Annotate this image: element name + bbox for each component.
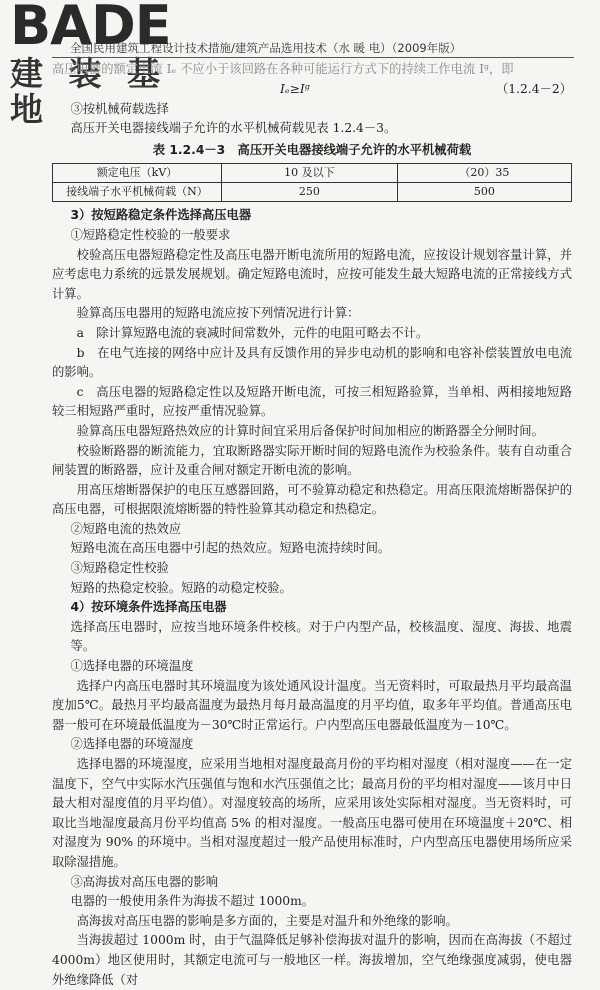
load-table [52,163,572,202]
list-item-c: c 高压电器的短路稳定性以及短路开断电流，可按三相短路验算，当单相、两相接地短路较三相短路严重时，应按严重情况验算。 [52,384,572,419]
equation-number: （1.2.4－2） [495,81,572,96]
table-cell: 500 [397,183,571,202]
paragraph: 校验断路器的断流能力，宜取断路器实际开断时间的短路电流作为校验条件。装有自动重合闸装置的断路器，应计及重合闸对额定开断电流的影响。 [52,443,572,478]
table-cell: 额定电压（kV） [53,164,222,183]
table-cell: （20）35 [397,164,571,183]
table-row [53,183,572,202]
paragraph: 当海拔超过 1000m 时，由于气温降低足够补偿海拔对温升的影响，因而在高海拔（不超过 4000m）地区使用时，其额定电流可与一般地区一样。海拔增加，空气绝缘强度减弱，使电器外绝缘降低（对 [52,933,572,987]
equation: Iₑ≥Iᵍ [280,81,310,96]
intro-line: 高压电器的额定电流 Iₑ 不应小于该回路在各种可能运行方式下的持续工作电流 Iᵍ，即 [52,62,514,76]
paragraph: 短路的热稳定校验。短路的动稳定校验。 [70,580,292,595]
paragraph: 校验高压电器短路稳定性及高压电器开断电流所用的短路电流，应按设计规划容量计算，并应考虑电力系统的远景发展规划。确定短路电流时，应按可能发生最大短路电流的正常接线方式计算。 [52,247,572,301]
paragraph: 选择电器的环境湿度，应采用当地相对湿度最高月份的平均相对湿度（相对湿度——在一定温度下，空气中实际水汽压强值与饱和水汽压强值之比；最高月份的平均相对湿度——该月中日最大相对湿度值的月平均值）。对湿度较高的场所，应采用该处实际相对湿度。当无资料时，可取比当地湿度最高月份平均值高 5% 的相对湿度。一般高压电器可使用在环境温度＋20℃、相对湿度为 90% 的环境中。当相对湿度超过一般产品使用标准时，户内型高压电器使用场所应采取除湿措施。 [52,757,572,869]
section-title-environment: 4）按环境条件选择高压电器 [70,600,227,615]
paragraph: 选择户内高压电器时其环境温度为该处通风设计温度。当无资料时，可取最热月平均最高温度加5℃。最热月平均最高温度为最热月每月最高温度的月平均值，取多年平均值。普通高压电器一般可在环境最低温度为－30℃时正常运行。户内型高压电器最低温度为－10℃。 [52,678,572,732]
subheading: ③高海拔对高压电器的影响 [70,874,219,889]
subheading: ③短路稳定性校验 [70,561,169,576]
list-item-a: a 除计算短路电流的衰减时间常数外，元件的电阻可略去不计。 [76,325,429,340]
table-header-row [53,164,572,183]
paragraph: 验算高压电器用的短路电流应按下列情况进行计算： [76,306,360,321]
header-divider [52,57,574,58]
page-body [52,60,572,990]
paragraph: 短路电流在高压电器中引起的热效应。短路电流持续时间。 [70,541,391,556]
logo-chinese-text: 建 装 基 地 [10,54,167,129]
subheading: ②短路电流的热效应 [70,521,182,536]
section-title-short-circuit: 3）按短路稳定条件选择高压电器 [70,208,252,223]
subheading: ②选择电器的环境湿度 [70,737,194,752]
subheading-mechanical-load: ③按机械荷载选择 [70,101,169,116]
paragraph: 高海拔对高压电器的影响是多方面的，主要是对温升和外绝缘的影响。 [76,913,458,928]
table-cell: 250 [222,183,398,202]
paragraph: 电器的一般使用条件为海拔不超过 1000m。 [70,894,315,909]
subheading: ①短路稳定性校验的一般要求 [70,227,231,242]
paragraph: 选择高压电器时，应按当地环境条件校核。对于户内型产品，校核温度、湿度、海拔、地震等。 [70,619,572,654]
equation-row [52,80,572,100]
table-cell: 接线端子水平机械荷载（N） [53,183,222,202]
logo-brand-text: BADE [10,0,171,57]
list-item-b: b 在电气连接的网络中应计及具有反馈作用的异步电动机的影响和电容补偿装置放电电流的影响。 [52,345,572,380]
paragraph: 用高压熔断器保护的电压互感器回路，可不验算动稳定和热稳定。用高压限流熔断器保护的高压电器，可根据限流熔断器的特性验算其动稳定和热稳定。 [52,482,572,517]
table-cell: 10 及以下 [222,164,398,183]
paragraph: 高压开关电器接线端子允许的水平机械荷载见表 1.2.4－3。 [70,121,397,136]
paragraph: 验算高压电器短路热效应的计算时间宜采用后备保护时间加相应的断路器全分闸时间。 [76,423,544,438]
subheading: ①选择电器的环境温度 [70,659,194,674]
running-header: 全国民用建筑工程设计技术措施/建筑产品选用技术（水 暖 电）（2009年版） [70,41,462,55]
table-caption: 表 1.2.4－3 高压开关电器接线端子允许的水平机械荷载 [152,142,472,157]
